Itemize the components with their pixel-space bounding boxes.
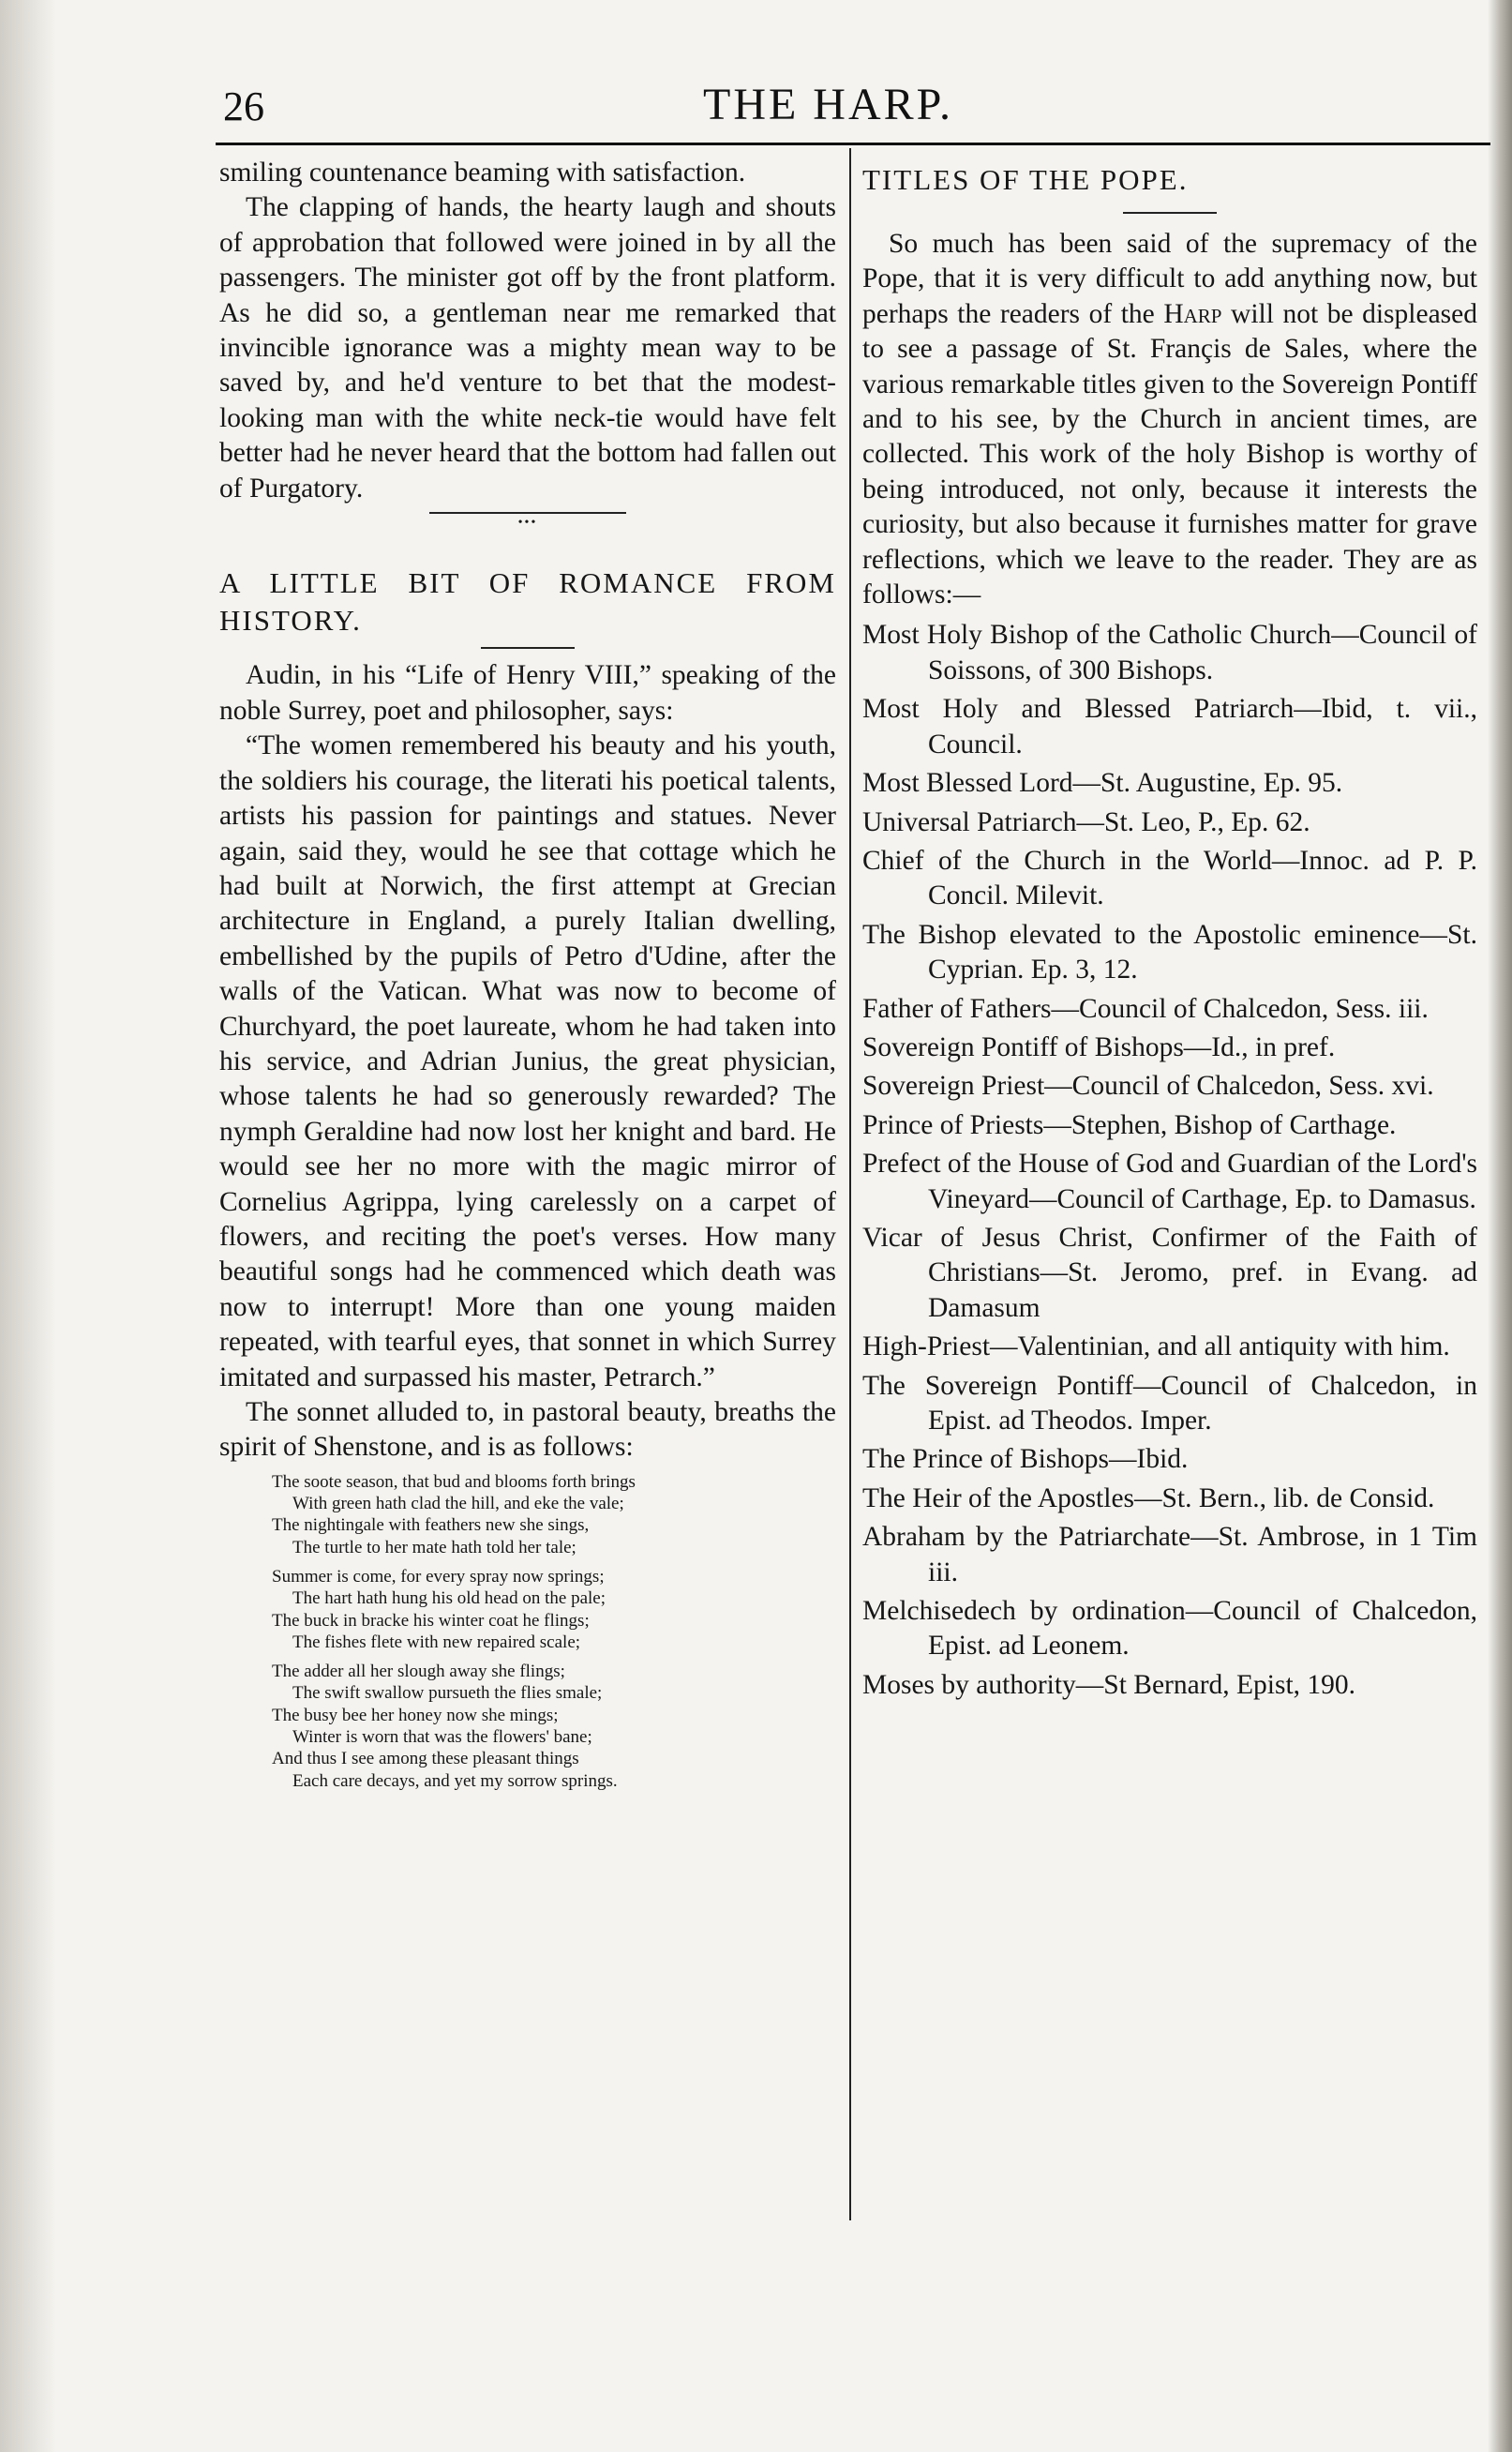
title-entry: Chief of the Church in the World—Innoc. ad P. P. Concil. Milevit. — [862, 845, 1477, 911]
poem-line: The fishes flete with new repaired scale; — [292, 1632, 581, 1652]
title-entry: Melchisedech by ordination—Council of Chalcedon, Epist. ad Leonem. — [862, 1596, 1477, 1662]
ornamental-rule — [429, 512, 626, 553]
running-title: THE HARP. — [703, 80, 954, 129]
harp-name: Harp — [1163, 298, 1222, 329]
title-entry: Sovereign Priest—Council of Chalcedon, Sess. xvi. — [862, 1071, 1434, 1102]
heading-rule — [1123, 212, 1217, 214]
poem-line: Each care decays, and yet my sorrow springs. — [292, 1770, 618, 1791]
page-left-edge-shadow — [0, 0, 56, 2452]
poem-line: The buck in bracke his winter coat he flings; — [272, 1610, 590, 1631]
title-entry: Most Holy and Blessed Patriarch—Ibid, t. vii., Council. — [862, 694, 1477, 760]
title-entry: The Heir of the Apostles—St. Bern., lib. de Consid. — [862, 1482, 1435, 1513]
paragraph-sonnet-intro: The sonnet alluded to, in pastoral beauty, breaths the spirit of Shenstone, and is as follows: — [219, 1397, 836, 1463]
poem-line: The turtle to her mate hath told her tale; — [292, 1537, 576, 1557]
title-entry: High-Priest—Valentinian, and all antiquity with him. — [862, 1331, 1450, 1362]
title-entry: The Sovereign Pontiff—Council of Chalcedon, in Epist. ad Theodos. Imper. — [862, 1370, 1477, 1436]
page-header — [216, 77, 1490, 143]
title-entry: Prince of Priests—Stephen, Bishop of Carthage. — [862, 1109, 1397, 1140]
title-entry: The Prince of Bishops—Ibid. — [862, 1444, 1189, 1475]
title-entry: Moses by authority—St Bernard, Epist, 190. — [862, 1669, 1356, 1700]
header-rule — [216, 143, 1490, 145]
poem-line: With green hath clad the hill, and eke the vale; — [292, 1494, 624, 1514]
paragraph-continuation: smiling countenance beaming with satisfaction. — [219, 158, 746, 188]
title-entry: Father of Fathers—Council of Chalcedon, Sess. iii. — [862, 993, 1429, 1024]
heading-rule — [481, 647, 575, 649]
poem-line: The nightingale with feathers new she sings, — [272, 1515, 590, 1536]
poem-line: Winter is worn that was the flowers' bane; — [292, 1727, 592, 1748]
title-entry: Sovereign Pontiff of Bishops—Id., in pref. — [862, 1031, 1336, 1062]
intro-text-start: So much has been said of the supremacy of the Pope, that it is very difficult to add anything now, but perhaps the readers of the — [862, 229, 1477, 329]
paragraph-quote: “The women remembered his beauty and his youth, the soldiers his courage, the literati his poetical talents, artists his passion for paintings and statues. Never again, said they, would he see that cottage which he had built at Norwich, the first attempt at Grecian architecture in England, a purely Italian dwelling, embellished by the pupils of Petro d'Udine, after the walls of the Vatican. What was now to become of Churchyard, the poet laureate, whom he had taken into his service, and Adrian Junius, the great physician, whose talents he had so generously rewarded? The nymph Geraldine had now lost her knight and bard. He would see her no more with the magic mirror of Cornelius Agrippa, lying carelessly on a carpet of flowers, and reciting the poet's verses. How many beautiful songs had he commenced which death was now to interrupt! More than one young maiden repeated, with tearful eyes, that sonnet in which Surrey imitated and surpassed his master, Petrarch.” — [219, 730, 836, 1392]
article-heading-romance: A LITTLE BIT OF ROMANCE FROM HISTORY. — [219, 566, 836, 638]
paragraph-audin: Audin, in his “Life of Henry VIII,” speaking of the noble Surrey, poet and philosopher, says: — [219, 660, 836, 726]
poem-line: The hart hath hung his old head on the pale; — [292, 1588, 606, 1609]
page-number: 26 — [223, 83, 264, 129]
poem-line: The busy bee her honey now she mings; — [272, 1705, 559, 1725]
column-divider — [849, 148, 851, 2220]
title-entry: Prefect of the House of God and Guardian of the Lord's Vineyard—Council of Carthage, Ep. to Damasus. — [862, 1149, 1477, 1214]
title-entry: Most Blessed Lord—St. Augustine, Ep. 95. — [862, 768, 1343, 799]
article-heading-titles: TITLES OF THE POPE. — [862, 163, 1189, 196]
ornament: ••• — [515, 516, 542, 530]
page-right-edge-shadow — [1488, 0, 1512, 2452]
title-entry: Vicar of Jesus Christ, Confirmer of the Faith of Christians—St. Jeromo, pref. in Evang. ad Damasum — [862, 1222, 1477, 1323]
intro-text-end: will not be displeased to see a passage of St. Françis de Sales, where the various remarkable titles given to the Sovereign Pontiff and to his see, by the Church in ancient times, are collected. This work of the holy Bishop is worthy of being introduced, not only, because it interests the curiosity, but also because it furnishes matter for grave reflections, which we leave to the reader. They are as follows:— — [862, 298, 1477, 610]
paragraph-clapping: The clapping of hands, the hearty laugh and shouts of approbation that followed were joined in by all the passengers. The minister got off by the front platform. As he did so, a gentleman near me remarked that invincible ignorance was a mighty mean way to be saved by, and he'd venture to bet that the modest-looking man with the white neck-tie would have felt better had he never heard that the bottom had fallen out of Purgatory. — [219, 192, 836, 504]
title-entry: Abraham by the Patriarchate—St. Ambrose, in 1 Tim iii. — [862, 1522, 1477, 1587]
paragraph-titles-intro — [862, 227, 1477, 612]
title-entry: The Bishop elevated to the Apostolic eminence—St. Cyprian. Ep. 3, 12. — [862, 919, 1477, 985]
title-entry: Most Holy Bishop of the Catholic Church—Council of Soissons, of 300 Bishops. — [862, 620, 1477, 685]
left-column — [219, 156, 836, 1792]
poem-line: Summer is come, for every spray now springs; — [272, 1567, 605, 1587]
poem-line: The soote season, that bud and blooms forth brings — [272, 1471, 636, 1492]
poem-line: The adder all her slough away she flings; — [272, 1662, 565, 1682]
sonnet — [272, 1471, 836, 1792]
title-entry: Universal Patriarch—St. Leo, P., Ep. 62. — [862, 806, 1310, 837]
right-column — [862, 156, 1477, 1703]
poem-line: And thus I see among these pleasant things — [272, 1749, 579, 1769]
poem-line: The swift swallow pursueth the flies smale; — [292, 1683, 603, 1704]
